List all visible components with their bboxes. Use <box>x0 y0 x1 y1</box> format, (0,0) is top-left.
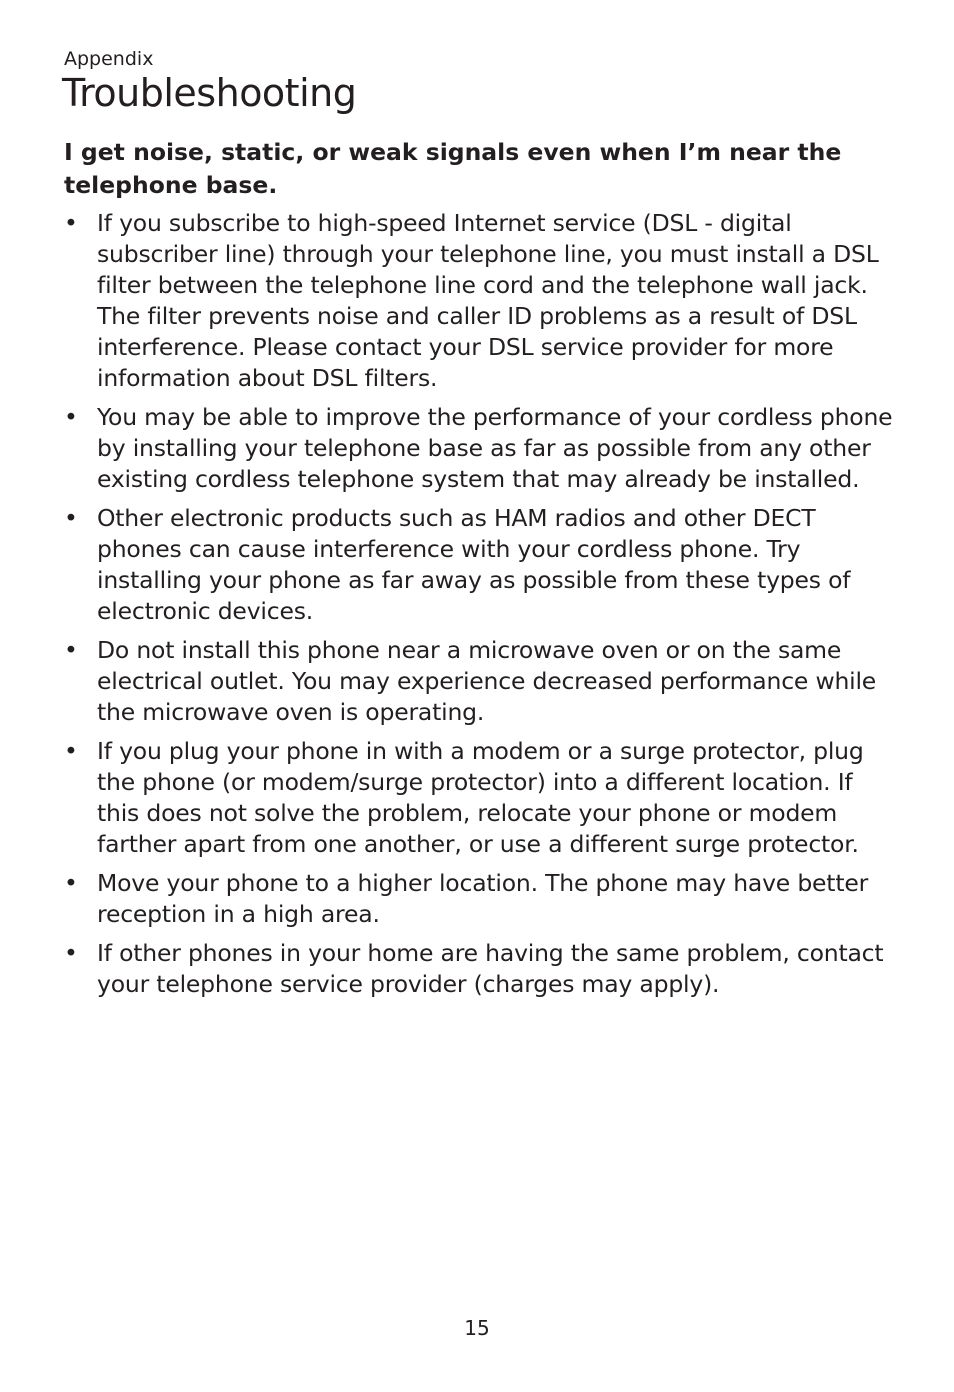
list-item-text: Other electronic products such as HAM radios and other DECT phones can cause interference with your cordless phone. Try installing your phone as far away as possible from these types of electronic devices. <box>97 504 851 625</box>
list-item-text: If other phones in your home are having the same problem, contact your telephone service provider (charges may apply). <box>97 939 884 998</box>
bullet-icon: • <box>64 939 78 967</box>
troubleshooting-tips-list <box>64 208 894 1008</box>
list-item-text: If you plug your phone in with a modem or a surge protector, plug the phone (or modem/surge protector) into a different location. If this does not solve the problem, relocate your phone or modem farther apart from one another, or use a different surge protector. <box>97 737 864 858</box>
list-item <box>64 736 894 860</box>
list-item <box>64 402 894 495</box>
list-item <box>64 635 894 728</box>
bullet-icon: • <box>64 636 78 664</box>
bullet-icon: • <box>64 403 78 431</box>
section-label: Appendix <box>64 48 154 70</box>
page-number: 15 <box>464 1316 490 1340</box>
list-item <box>64 208 894 394</box>
page-title: Troubleshooting <box>62 71 357 115</box>
list-item-text: If you subscribe to high-speed Internet service (DSL - digital subscriber line) through your telephone line, you must install a DSL filter between the telephone line cord and the telephone wall jack. The filter prevents noise and caller ID problems as a result of DSL interference. Please contact your DSL service provider for more information about DSL filters. <box>97 209 879 392</box>
list-item <box>64 503 894 627</box>
list-item-text: Do not install this phone near a microwave oven or on the same electrical outlet. You may experience decreased performance while the microwave oven is operating. <box>97 636 877 726</box>
bullet-icon: • <box>64 869 78 897</box>
list-item-text: Move your phone to a higher location. The phone may have better reception in a high area. <box>97 869 869 928</box>
list-item-text: You may be able to improve the performance of your cordless phone by installing your telephone base as far as possible from any other existing cordless telephone system that may already be installed. <box>97 403 893 493</box>
troubleshooting-question: I get noise, static, or weak signals even when I’m near the telephone base. <box>64 138 842 199</box>
bullet-icon: • <box>64 209 78 237</box>
list-item <box>64 868 894 930</box>
list-item <box>64 938 894 1000</box>
bullet-icon: • <box>64 737 78 765</box>
bullet-icon: • <box>64 504 78 532</box>
